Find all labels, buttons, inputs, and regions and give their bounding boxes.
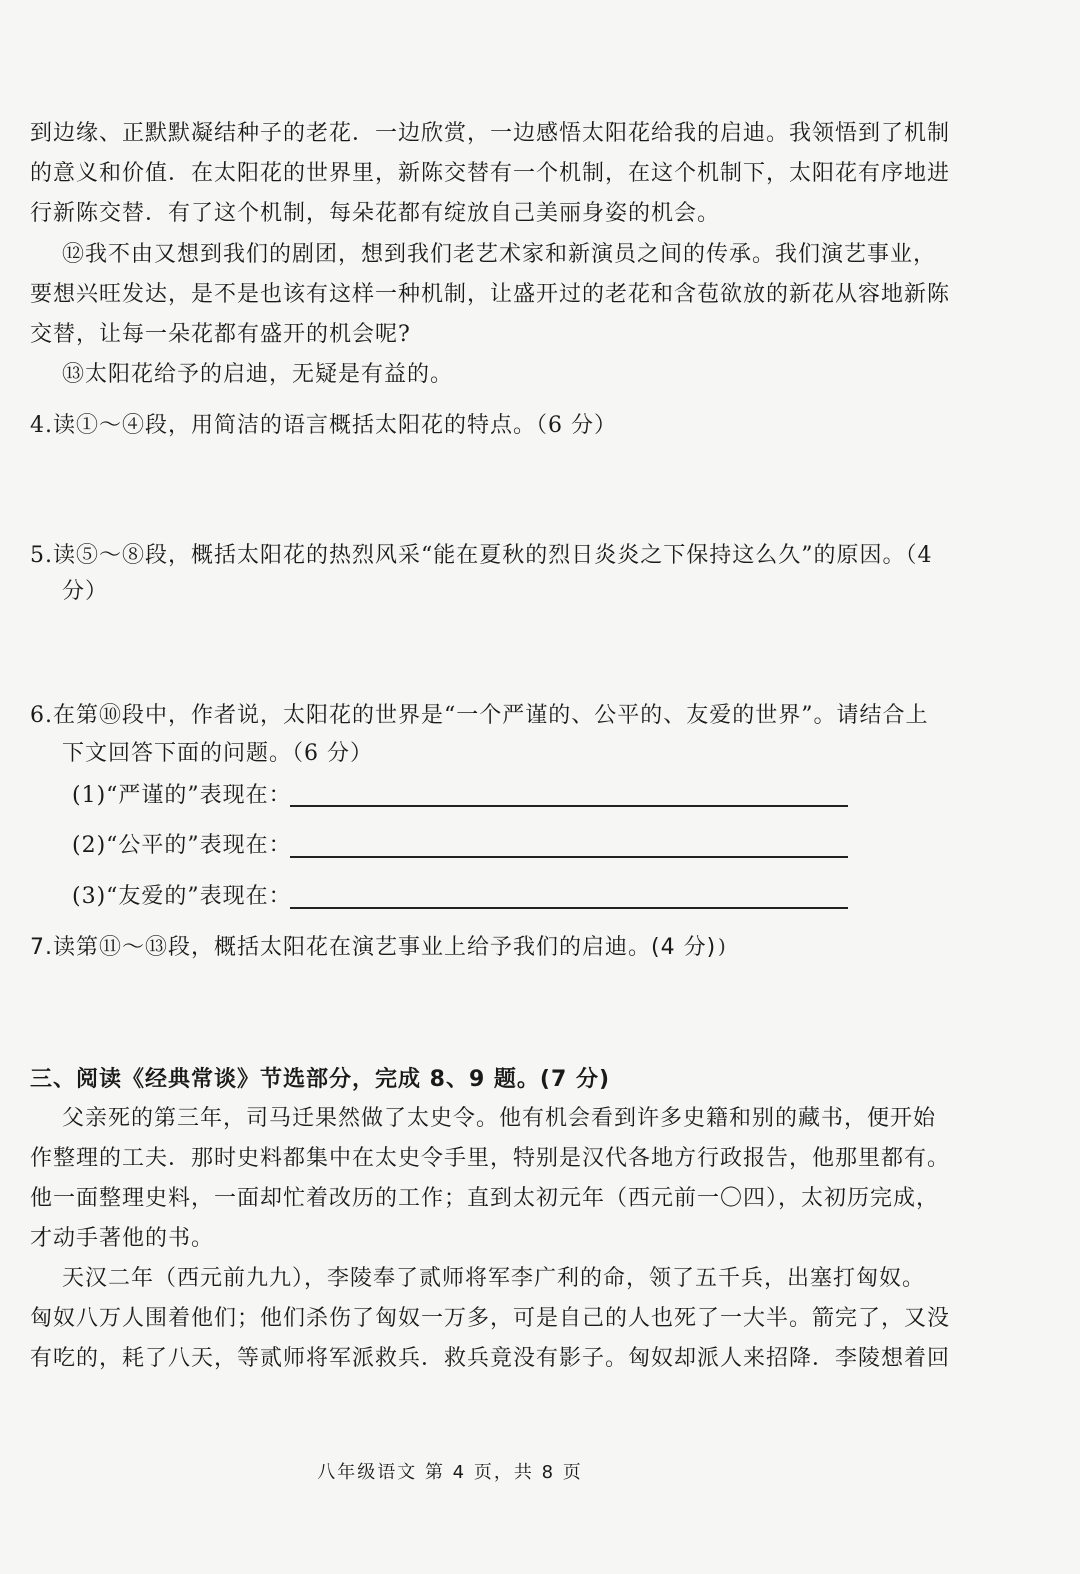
question-6-continued: 下文回答下面的问题。（6 分） bbox=[62, 741, 373, 766]
question-6-sub-2: (2)“公平的”表现在： bbox=[72, 833, 292, 858]
section-3-line: 他一面整理史料，一面却忙着改历的工作；直到太初元年（西元前一〇四），太初历完成， bbox=[30, 1186, 940, 1211]
section-3-line: 匈奴八万人围着他们；他们杀伤了匈奴一万多，可是自己的人也死了一大半。箭完了，又没 bbox=[30, 1306, 951, 1331]
section-3-line: 作整理的工夫．那时史料都集中在太史令手里，特别是汉代各地方行政报告，他那里都有。 bbox=[30, 1146, 951, 1171]
answer-blank-1[interactable] bbox=[290, 805, 848, 807]
answer-blank-2[interactable] bbox=[290, 856, 848, 858]
section-3-line: 才动手著他的书。 bbox=[30, 1226, 215, 1251]
question-6-sub-3: (3)“友爱的”表现在： bbox=[72, 884, 292, 909]
stray-mark: ) bbox=[718, 934, 726, 958]
question-4: 4.读①～④段，用简洁的语言概括太阳花的特点。（6 分） bbox=[30, 413, 617, 438]
passage-line: ⑬太阳花给予的启迪，无疑是有益的。 bbox=[62, 362, 454, 387]
passage-line: 交替，让每一朵花都有盛开的机会呢? bbox=[30, 322, 411, 347]
passage-line: 到边缘、正默默凝结种子的老花．一边欣赏，一边感悟太阳花给我的启迪。我领悟到了机制 bbox=[30, 121, 951, 146]
passage-line: 要想兴旺发达，是不是也该有这样一种机制，让盛开过的老花和含苞欲放的新花从容地新陈 bbox=[30, 282, 951, 307]
passage-line: 行新陈交替．有了这个机制，每朵花都有绽放自己美丽身姿的机会。 bbox=[30, 201, 721, 226]
question-6-sub-1: (1)“严谨的”表现在： bbox=[72, 783, 292, 808]
section-3-line: 父亲死的第三年，司马迁果然做了太史令。他有机会看到许多史籍和别的藏书，便开始 bbox=[62, 1106, 937, 1131]
answer-blank-3[interactable] bbox=[290, 907, 848, 909]
question-6: 6.在第⑩段中，作者说，太阳花的世界是“一个严谨的、公平的、友爱的世界”。请结合上 bbox=[30, 703, 929, 728]
section-3-line: 有吃的，耗了八天，等贰师将军派救兵．救兵竟没有影子。匈奴却派人来招降．李陵想着回 bbox=[30, 1346, 951, 1371]
section-3-heading: 三、阅读《经典常谈》节选部分，完成 8、9 题。(7 分) bbox=[30, 1067, 611, 1092]
passage-line: ⑫我不由又想到我们的剧团，想到我们老艺术家和新演员之间的传承。我们演艺事业， bbox=[62, 242, 937, 267]
question-7: 7.读第⑪～⑬段，概括太阳花在演艺事业上给予我们的启迪。(4 分) bbox=[30, 935, 717, 960]
question-5: 5.读⑤～⑧段，概括太阳花的热烈风采“能在夏秋的烈日炎炎之下保持这么久”的原因。（4 bbox=[30, 543, 933, 568]
section-3-line: 天汉二年（西元前九九），李陵奉了贰师将军李广利的命，领了五千兵，出塞打匈奴。 bbox=[62, 1266, 926, 1291]
passage-line: 的意义和价值．在太阳花的世界里，新陈交替有一个机制，在这个机制下，太阳花有序地进 bbox=[30, 161, 951, 186]
page-footer: 八年级语文 第 4 页，共 8 页 bbox=[317, 1462, 583, 1483]
question-5-continued: 分） bbox=[62, 579, 109, 604]
